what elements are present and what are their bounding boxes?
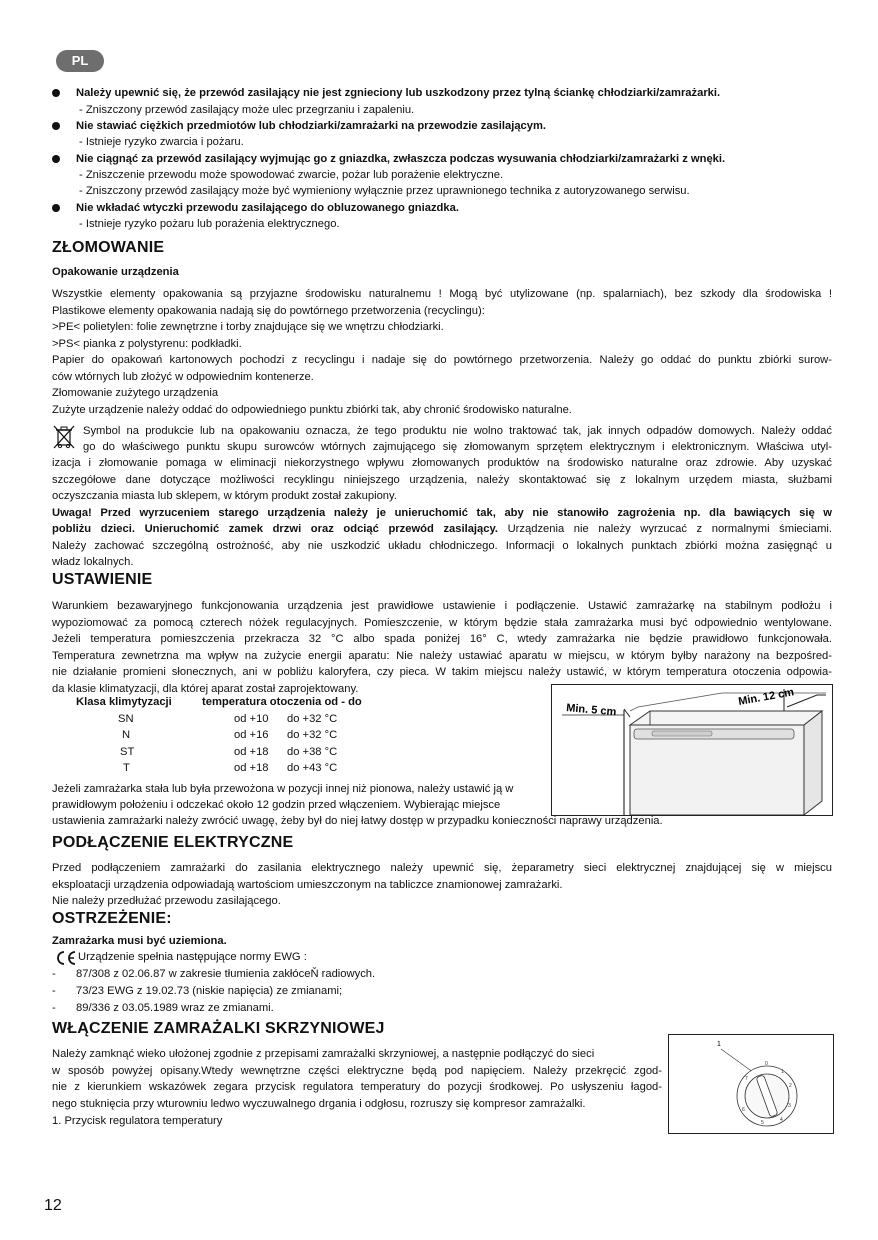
warning-bold: Nie ciągnąć za przewód zasilający wyjmując go z gniazdka, zwłaszcza podczas wysuwania chłodziarki/zamrażarki z wnęki. <box>76 153 726 165</box>
table-row <box>76 727 362 744</box>
bullet <box>52 122 60 130</box>
dial-number: 1 <box>781 1069 784 1075</box>
norm-text: 89/336 z 03.05.1989 wraz ze zmianami. <box>76 1002 274 1014</box>
text-line: wypoziomować za pomocą czterech nóżek regulacyjnych. Pomieszczenie, w którym będzie stała zamrażarka musi być odpowiednio wentylowane. <box>52 616 832 629</box>
bullet <box>52 89 60 97</box>
text-line: w sposób powyżej opisany.Wtedy wewnętrzne części elektryczne będą pod napięciem. Należy przekręcić zgod- <box>52 1064 662 1077</box>
warning-bold: Nie wkładać wtyczki przewodu zasilającego do obluzowanego gniazdka. <box>76 202 459 214</box>
norm-item: - <box>52 968 56 980</box>
section-title-zlomowanie: ZŁOMOWANIE <box>52 239 165 256</box>
zlom-paragraph <box>52 286 832 418</box>
table-cell: do +32 °C <box>287 729 338 741</box>
norm-text: 87/308 z 02.06.87 w zakresie tłumienia zakłóceŇ radiowych. <box>76 968 376 980</box>
text-line: Plastikowe elementy opakowania nadają się do powtórnego przetworzenia (recyclingu): <box>52 304 485 317</box>
text-line: Złomowanie zużytego urządzenia <box>52 387 219 399</box>
bullet <box>52 155 60 163</box>
text-line: Zużyte urządzenie należy oddać do odpowiedniego punktu zbiórki tak, aby chronić środowisko naturalne. <box>52 403 572 416</box>
section-title-podlaczenie: PODŁĄCZENIE ELEKTRYCZNE <box>52 834 294 851</box>
table-cell: od +18 <box>234 762 269 774</box>
text-line: ustawienia zamrażarki należy zwrócić uwagę, żeby był do niej łatwy dostęp w przypadku konieczności naprawy urządzenia. <box>52 815 663 827</box>
text-line: Jeżeli temperatura pomieszczenia przekracza 32 °C albo spada poniżej 16° C, wtedy zamrażarka nie będzie prawidłowo funkcjonowała. <box>52 633 832 645</box>
table-cell: do +32 °C <box>287 712 338 725</box>
bullet <box>52 204 60 212</box>
dial-number: 2 <box>789 1083 792 1089</box>
text-line: izacja i złomowanie pomaga w eliminacji niekorzystnego wpływu złomowanych produktów na środowisko naturalne oraz zdrowie. Aby uzyskać <box>52 457 832 469</box>
table-cell: od +16 <box>234 729 269 741</box>
uwaga-line: Uwaga! Przed wyrzuceniem starego urządzenia należy je unieruchomić tak, aby nie stanowiło zagrożenia np. dla bawiących się w <box>52 506 832 519</box>
warning-sub: - Istnieje ryzyko pożaru lub porażenia elektrycznego. <box>79 218 340 230</box>
table-cell: do +43 °C <box>287 762 338 774</box>
thermostat-figure <box>668 1034 834 1134</box>
table-cell: SN <box>118 712 134 725</box>
page-number: 12 <box>44 1197 62 1214</box>
dial-number: 0 <box>765 1061 768 1067</box>
weee-bin-icon <box>52 424 76 450</box>
figure-number: 1 <box>717 1041 721 1048</box>
text-line: nego stuknięcia przy wturowniu ledwo wyczuwalnego drgania i odgłosu, rozruszy się kompresor zamrażalki. <box>52 1097 586 1110</box>
text-line: Wszystkie elementy opakowania są przyjazne środowisku naturalnemu ! Mogą być utylizowane (np. spalarniach), bez szkody dla środowiska ! <box>52 288 832 300</box>
text-line: da klasie klimatyzacji, dla której aparat został zaprojektowany. <box>52 682 359 695</box>
thermostat-dial-diagram[interactable] <box>669 1035 833 1133</box>
warning-sub: - Istnieje ryzyko zwarcia i pożaru. <box>79 136 244 148</box>
table-cell: ST <box>120 745 135 758</box>
warning-bold: Nie stawiać ciężkich przedmiotów lub chłodziarki/zamrażarki na przewodzie zasilającym. <box>76 120 547 132</box>
text-line: Papier do opakowań kartonowych pochodzi z recyclingu i nadaje się do powtórnego przetworzenia. Należy go oddać do punktu zbiórki surow- <box>52 354 832 366</box>
ce-line: Urządzenie spełnia następujące normy EWG : <box>78 951 307 963</box>
uwaga-rest: Urządzenia nie należy wyrzucać z normalnymi śmieciami. <box>497 523 832 535</box>
warning-sub: - Zniszczony przewód zasilający może ulec przegrzaniu i zapaleniu. <box>79 104 415 116</box>
table-cell: do +38 °C <box>287 745 338 758</box>
text-line: eksploatacji urządzenia odpowiadają wartościom umieszczonym na tabliczce znamionowej zamrażarki. <box>52 878 563 891</box>
text-line: oczyszczania miasta lub sklepem, w którym produkt został zakupiony. <box>52 490 397 502</box>
dial-number: 5 <box>761 1120 764 1126</box>
dial-number: 7 <box>745 1076 748 1082</box>
norm-item: - <box>52 1002 56 1014</box>
table-row <box>76 760 362 777</box>
warning-sub: - Zniszczenie przewodu może spowodować zwarcie, pożar lub porażenie elektryczne. <box>79 169 504 181</box>
language-badge: PL <box>56 50 104 72</box>
uwaga-bold: pobliżu dzieci. Unieruchomić zamek drzwi oraz odciąć przewód zasilający. <box>52 523 498 535</box>
table-cell: od +18 <box>234 745 269 758</box>
text-line: władz lokalnych. <box>52 556 134 568</box>
subtitle-grounding: Zamrażarka musi być uziemiona. <box>52 935 227 947</box>
section-title-wlaczenie: WŁĄCZENIE ZAMRAŻALKI SKRZYNIOWEJ <box>52 1020 385 1037</box>
dial-number: 6 <box>742 1107 745 1113</box>
text-line: nie działanie promieni słonecznych, ani w pobliżu kaloryfera, czy pieca. W takim miejscu należy ustawić, w którym temperatura otoczenia odpowia- <box>52 666 832 678</box>
freezer-clearance-diagram <box>552 685 832 815</box>
warning-bold: Należy upewnić się, że przewód zasilający nie jest zgnieciony lub uszkodzony przez tylną ściankę chłodziarki/zamrażarki. <box>76 87 721 99</box>
table-cell: N <box>122 729 131 741</box>
dial-number: 4 <box>780 1117 783 1123</box>
text-line: Przed podłączeniem zamrażarki do zasilania elektrycznego należy upewnić się, żeparametry sieci elektrycznej znajdującej się w miejscu <box>52 862 832 874</box>
ce-mark-icon <box>54 950 78 966</box>
text-line: nie z kierunkiem wskazówek zegara przycisk regulatora temperatury do pozycji środkowej. Po usłyszeniu łagod- <box>52 1081 662 1093</box>
table-header-cell: Klasa klimytyzacji <box>76 696 172 708</box>
section-title-ustawienie: USTAWIENIE <box>52 571 153 588</box>
text-line: Nie należy przedłużać przewodu zasilającego. <box>52 895 281 907</box>
table-cell: od +10 <box>234 712 269 725</box>
weee-line: Symbol na produkcie lub na opakowaniu oznacza, że tego produktu nie wolno traktować tak, jak innych odpadów domowych. Należy oddać <box>83 425 832 437</box>
section-title-ostrzezenie: OSTRZEŻENIE: <box>52 910 172 927</box>
podl-paragraph <box>52 860 832 910</box>
text-line: ców wtórnych lub złożyć w odpowiednim kontenerze. <box>52 370 314 383</box>
ust-paragraph <box>52 598 832 697</box>
label-min-12cm: Min. 12 cm <box>737 686 795 708</box>
table-header <box>76 694 362 711</box>
weee-paragraph <box>52 455 832 571</box>
text-line: >PE< polietylen: folie zewnętrzne i torby znajdujące się we wnętrzu chłodziarki. <box>52 321 444 333</box>
weee-line: go do właściwego punktu skupu surowców wtórnych zajmującego się złomowanym sprzętem elektrycznym i elektronicznym. Właściwa utyl- <box>83 441 832 453</box>
table-row <box>76 711 362 728</box>
table-header-cell: temperatura otoczenia od - do <box>202 696 362 708</box>
text-line: szczegółowe dane dotyczące możliwości recyklingu niniejszego urządzenia, należy skontaktować się z lokalnym urzędem miasta, służbami <box>52 473 832 486</box>
clearance-figure <box>551 684 833 816</box>
caption: 1. Przycisk regulatora temperatury <box>52 1115 223 1127</box>
dial-number: 3 <box>788 1103 791 1109</box>
text-line: prawidłowym położeniu i odczekać około 12 godzin przed włączeniem. Wybierając miejsce <box>52 799 501 811</box>
norm-text: 73/23 EWG z 19.02.73 (niskie napięcia) ze zmianami; <box>76 985 343 997</box>
uwaga-line <box>52 521 832 538</box>
text-line: >PS< pianka z polystyrenu: podkładki. <box>52 337 242 350</box>
climate-class-table <box>76 694 362 777</box>
warning-sub: - Zniszczony przewód zasilający może być wymieniony wyłącznie przez uprawnionego technika z autoryzowanego serwisu. <box>79 185 690 197</box>
norm-item: - <box>52 985 56 997</box>
text-line: Należy zachować szczególną ostrożność, aby nie uszkodzić układu chłodniczego. Informacji o lokalnych punktach zbiórki można zasięgnąć u <box>52 539 832 552</box>
subtitle-packaging: Opakowanie urządzenia <box>52 266 179 278</box>
wlacz-paragraph <box>52 1046 662 1112</box>
text-line: Temperatura zewnetrzna ma wpływ na zużycie energii aparatu: Nie należy ustawiać aparatu w miejscu, w którym byłby narażony na bezpośred- <box>52 649 832 662</box>
table-row <box>76 744 362 761</box>
text-line: Należy zamknąć wieko ułożonej zgodnie z przepisami zamrażalki skrzyniowej, a następnie podłączyć do sieci <box>52 1048 595 1060</box>
table-cell: T <box>123 762 130 774</box>
label-min-5cm: Min. 5 cm <box>565 702 617 719</box>
text-line: Jeżeli zamrażarka stała lub była przewożona w pozycji innej niż pionowa, należy ustawić ją w <box>52 783 514 795</box>
text-line: Warunkiem bezawaryjnego funkcjonowania urządzenia jest prawidłowe ustawienie i podłączenie. Ustawić zamrażarkę na stabilnym podłożu i <box>52 600 832 612</box>
